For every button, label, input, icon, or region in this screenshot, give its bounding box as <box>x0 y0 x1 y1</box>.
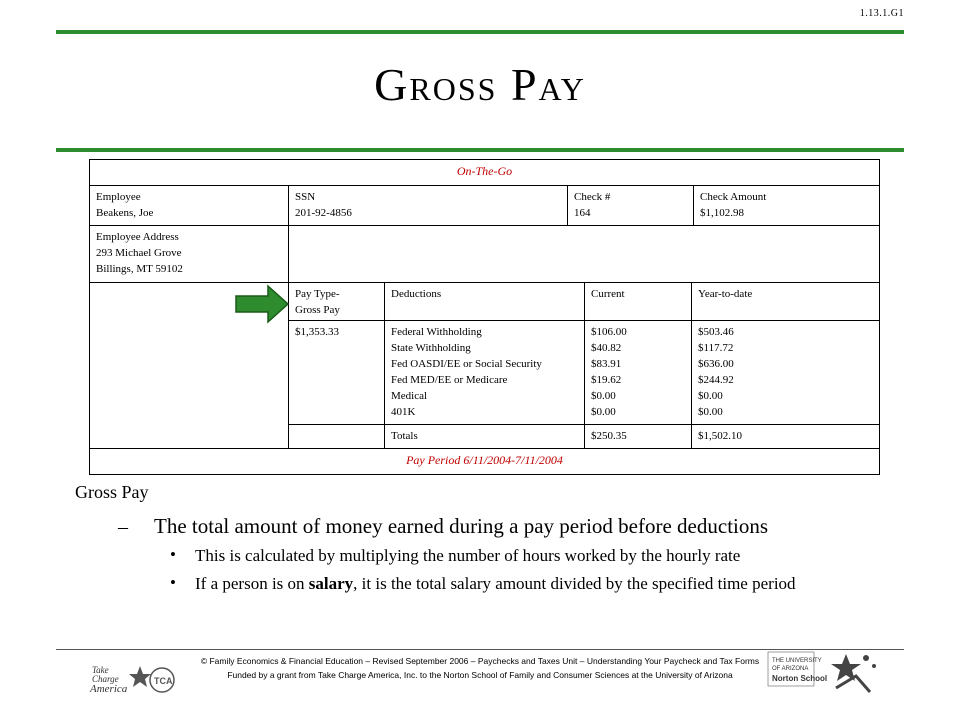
bullet2-pre: If a person is on <box>195 574 309 593</box>
dash-marker: – <box>118 516 128 538</box>
check-cell <box>568 186 694 226</box>
address-line2: Billings, MT 59102 <box>96 263 183 275</box>
company-name: On-The-Go <box>90 160 879 186</box>
current-list <box>585 321 692 425</box>
footer-line-1: © Family Economics & Financial Education – Revised September 2006 – Paychecks and Taxes Unit – Understanding Your Paycheck and Tax Forms <box>200 656 760 666</box>
current-item: $0.00 <box>591 406 616 418</box>
deduction-item: State Withholding <box>391 342 471 354</box>
slide-id: 1.13.1.G1 <box>859 8 904 19</box>
totals-ytd: $1,502.10 <box>692 425 879 449</box>
page-title: Gross Pay <box>374 59 586 110</box>
totals-blank <box>289 425 385 449</box>
current-header: Current <box>585 283 692 321</box>
ytd-item: $244.92 <box>698 374 734 386</box>
paytype-value: $1,353.33 <box>289 321 385 425</box>
take-charge-america-logo <box>88 660 178 694</box>
check-label: Check # <box>574 191 611 203</box>
bullet-marker: • <box>170 545 176 564</box>
current-item: $83.91 <box>591 358 622 370</box>
ytd-item: $503.46 <box>698 326 734 338</box>
ytd-item: $0.00 <box>698 406 723 418</box>
ytd-header: Year-to-date <box>692 283 879 321</box>
current-item: $19.62 <box>591 374 622 386</box>
deductions-header: Deductions <box>385 283 585 321</box>
bullet-text-2 <box>195 573 905 594</box>
deductions-list <box>385 321 585 425</box>
ytd-list <box>692 321 879 425</box>
svg-text:THE UNIVERSITY: THE UNIVERSITY <box>772 658 822 664</box>
bullet2-post: , it is the total salary amount divided by the specified time period <box>353 574 796 593</box>
svg-text:Charge: Charge <box>92 674 119 684</box>
deduction-item: Federal Withholding <box>391 326 482 338</box>
norton-school-logo <box>766 648 886 698</box>
footer-line-2: Funded by a grant from Take Charge America, Inc. to the Norton School of Family and Consumer Sciences at the University of Arizona <box>227 670 733 680</box>
address-cell <box>90 226 289 283</box>
svg-text:America: America <box>90 683 128 694</box>
salary-term: salary <box>308 574 354 593</box>
title-rule <box>56 148 904 152</box>
ssn-label: SSN <box>295 191 316 203</box>
address-label: Employee Address <box>96 231 179 243</box>
ytd-item: $117.72 <box>698 342 734 354</box>
address-line1: 293 Michael Grove <box>96 247 182 259</box>
amount-cell <box>694 186 879 226</box>
pay-stub <box>89 159 880 475</box>
bullet-marker: • <box>170 573 176 592</box>
deduction-item: Fed OASDI/EE or Social Security <box>391 358 542 370</box>
paytype-label: Pay Type- <box>295 288 340 300</box>
ssn-cell <box>289 186 568 226</box>
employee-cell <box>90 186 289 226</box>
svg-text:OF ARIZONA: OF ARIZONA <box>772 666 809 672</box>
check-value: 164 <box>574 207 591 219</box>
amount-label: Check Amount <box>700 191 767 203</box>
amount-value: $1,102.98 <box>700 207 744 219</box>
totals-label: Totals <box>385 425 585 449</box>
svg-text:TCA: TCA <box>154 676 173 686</box>
ytd-item: $636.00 <box>698 358 734 370</box>
ytd-item: $0.00 <box>698 390 723 402</box>
pay-period: Pay Period 6/11/2004-7/11/2004 <box>406 453 563 467</box>
definition-text: The total amount of money earned during a pay period before deductions <box>154 514 769 538</box>
deduction-item: Medical <box>391 390 428 402</box>
employee-label: Employee <box>96 191 141 203</box>
deduction-item: 401K <box>391 406 416 418</box>
deduction-item: Fed MED/EE or Medicare <box>391 374 508 386</box>
green-arrow-icon <box>234 284 290 324</box>
paytype-sub: Gross Pay <box>295 304 340 316</box>
current-item: $106.00 <box>591 326 627 338</box>
svg-text:Take: Take <box>92 665 109 675</box>
totals-current: $250.35 <box>585 425 692 449</box>
top-rule <box>56 30 904 34</box>
section-heading: Gross Pay <box>75 482 149 502</box>
address-blank <box>289 226 879 283</box>
svg-text:Norton School: Norton School <box>772 674 828 683</box>
current-item: $40.82 <box>591 342 622 354</box>
current-item: $0.00 <box>591 390 616 402</box>
bullet-text-1: This is calculated by multiplying the number of hours worked by the hourly rate <box>195 546 741 565</box>
employee-name: Beakens, Joe <box>96 207 154 219</box>
ssn-value: 201-92-4856 <box>295 207 352 219</box>
paytype-header <box>289 283 385 321</box>
